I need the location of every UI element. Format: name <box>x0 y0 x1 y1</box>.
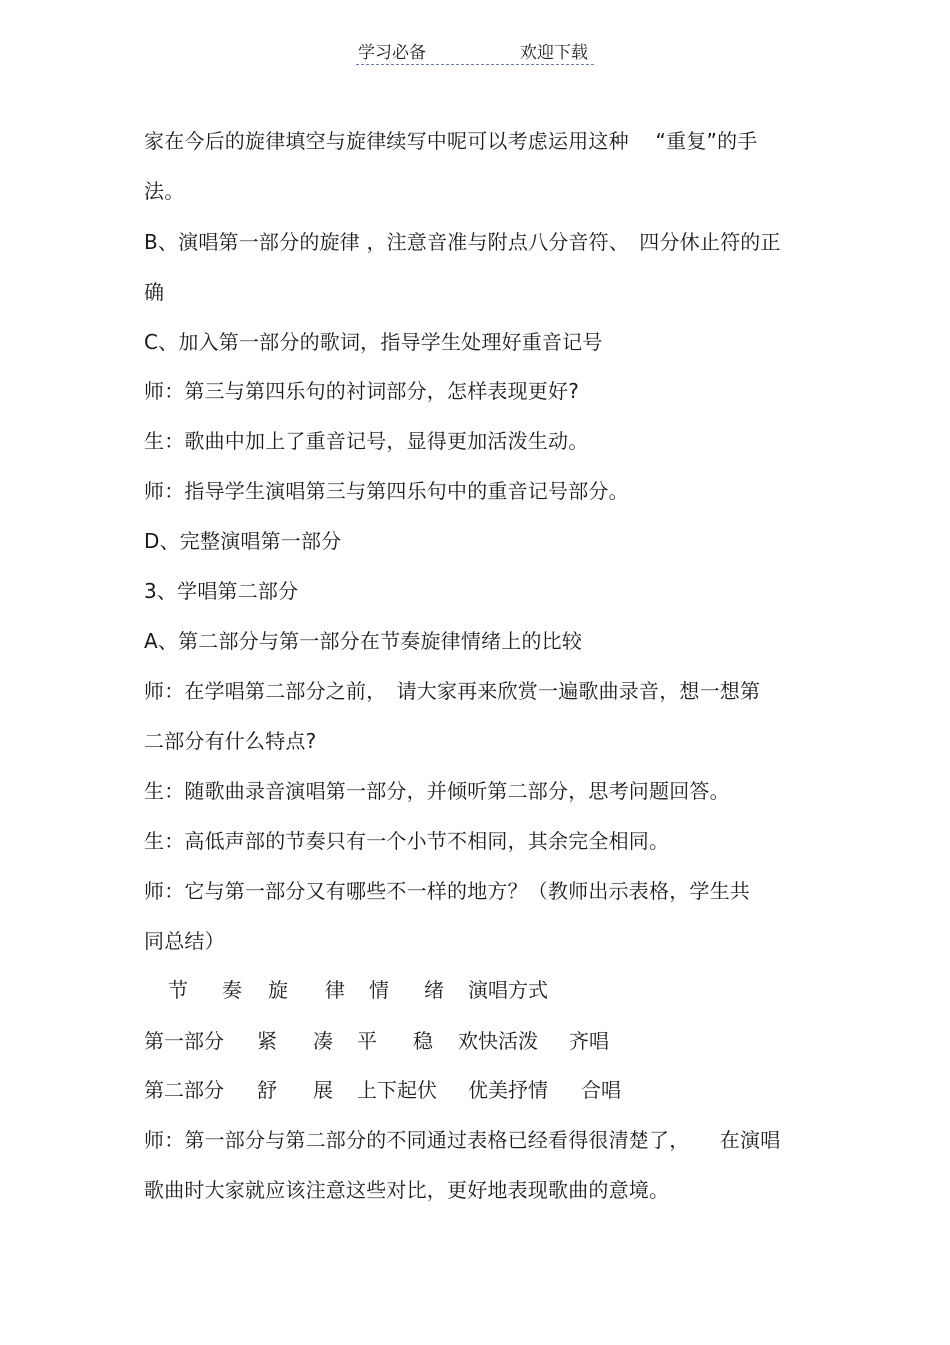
paragraph-line: 确 <box>144 280 165 304</box>
paragraph-line: 同总结） <box>144 929 225 953</box>
table-cell: 上下起伏 <box>357 1078 437 1102</box>
table-cell: 平 <box>357 1029 377 1053</box>
table-header-cell: 演唱方式 <box>468 978 548 1002</box>
paragraph-line: C、加入第一部分的歌词，指导学生处理好重音记号 <box>144 330 603 354</box>
header-left-text: 学习必备 <box>358 43 426 63</box>
table-header-cell: 情 <box>369 978 389 1002</box>
table-cell: 展 <box>313 1078 333 1102</box>
table-header-cell: 节 <box>168 978 188 1002</box>
paragraph-line: 师：它与第一部分又有哪些不一样的地方？（教师出示表格，学生共 <box>144 879 750 903</box>
paragraph-line: 3、学唱第二部分 <box>144 579 299 603</box>
table-cell: 稳 <box>413 1029 433 1053</box>
paragraph-line: 法。 <box>144 179 185 203</box>
table-cell: 第二部分 <box>144 1078 224 1102</box>
paragraph-line: D、完整演唱第一部分 <box>144 529 342 553</box>
comparison-table-row <box>144 1077 824 1103</box>
table-header-cell: 律 <box>325 978 345 1002</box>
paragraph-line: 家在今后的旋律填空与旋律续写中呢可以考虑运用这种 “重复”的手 <box>144 129 758 153</box>
page-header <box>0 40 950 68</box>
paragraph-line: 师：在学唱第二部分之前， 请大家再来欣赏一遍歌曲录音，想一想第 <box>144 679 761 703</box>
table-cell: 合唱 <box>581 1078 621 1102</box>
table-cell: 优美抒情 <box>468 1078 548 1102</box>
paragraph-line: 生：高低声部的节奏只有一个小节不相同，其余完全相同。 <box>144 829 670 853</box>
table-header-cell: 绪 <box>424 978 444 1002</box>
paragraph-line: A、第二部分与第一部分在节奏旋律情绪上的比较 <box>144 629 583 653</box>
paragraph-line: 师：指导学生演唱第三与第四乐句中的重音记号部分。 <box>144 479 629 503</box>
table-cell: 齐唱 <box>569 1029 609 1053</box>
paragraph-line: 生：歌曲中加上了重音记号，显得更加活泼生动。 <box>144 429 589 453</box>
header-right-text: 欢迎下载 <box>520 43 588 63</box>
comparison-table-header <box>144 977 824 1003</box>
table-cell: 第一部分 <box>144 1029 224 1053</box>
paragraph-line: 二部分有什么特点? <box>144 729 317 753</box>
table-cell: 紧 <box>257 1029 277 1053</box>
table-cell: 凑 <box>313 1029 333 1053</box>
header-dashed-rule <box>356 64 594 65</box>
paragraph-line: 师：第一部分与第二部分的不同通过表格已经看得很清楚了， 在演唱 <box>144 1128 781 1152</box>
paragraph-line: 生：随歌曲录音演唱第一部分，并倾听第二部分，思考问题回答。 <box>144 779 730 803</box>
table-cell: 欢快活泼 <box>458 1029 538 1053</box>
paragraph-line: 歌曲时大家就应该注意这些对比，更好地表现歌曲的意境。 <box>144 1178 670 1202</box>
table-header-cell: 旋 <box>268 978 288 1002</box>
paragraph-line: 师：第三与第四乐句的衬词部分，怎样表现更好? <box>144 379 580 403</box>
table-header-cell: 奏 <box>222 978 242 1002</box>
paragraph-line: B、演唱第一部分的旋律 ，注意音准与附点八分音符、 四分休止符的正 <box>144 230 781 254</box>
comparison-table-row <box>144 1028 824 1054</box>
table-cell: 舒 <box>257 1078 277 1102</box>
